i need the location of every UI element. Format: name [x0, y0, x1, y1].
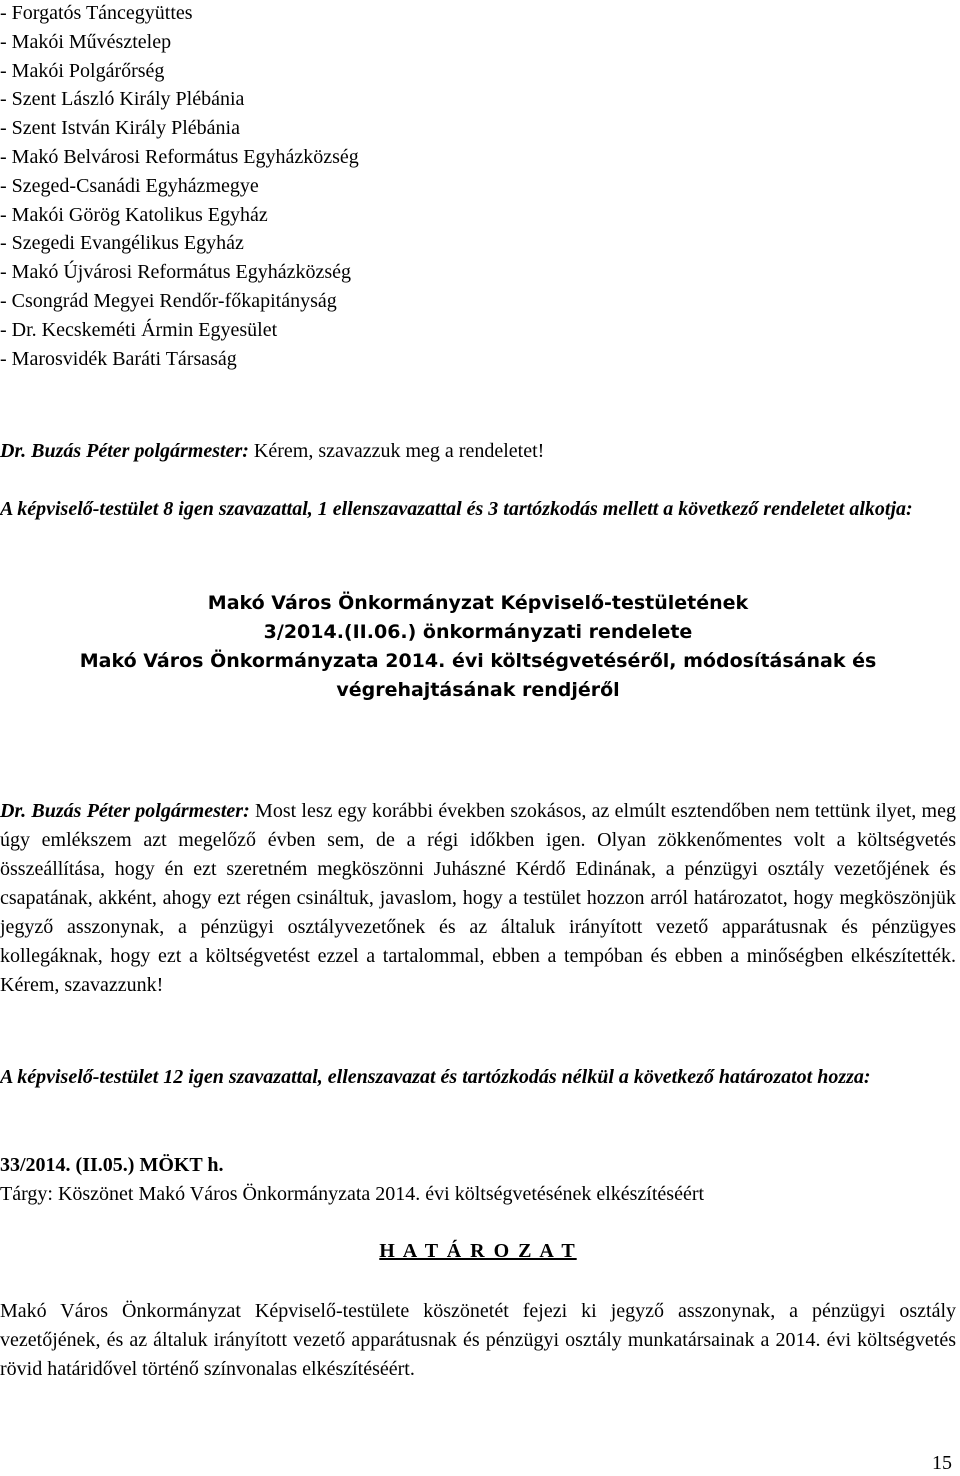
speaker-label: Dr. Buzás Péter polgármester:: [0, 800, 250, 822]
council-decision-2: A képviselő-testület 12 igen szavazattal, ellenszavazat és tartózkodás nélkül a következő határozatot hozza:: [0, 1066, 871, 1088]
decree-title-line: végrehajtásának rendjéről: [336, 679, 620, 701]
list-item: - Marosvidék Baráti Társaság: [0, 347, 237, 370]
decree-title-line: Makó Város Önkormányzat Képviselő-testületének: [207, 592, 749, 614]
decree-title: [0, 589, 956, 705]
resolution-number: 33/2014. (II.05.) MÖKT h.: [0, 1154, 224, 1176]
mayor-vote-request: [0, 437, 956, 466]
list-item: - Makói Polgárőrség: [0, 59, 165, 82]
list-item: - Csongrád Megyei Rendőr-főkapitányság: [0, 289, 337, 312]
list-item: - Dr. Kecskeméti Ármin Egyesület: [0, 318, 278, 341]
resolution-text: Makó Város Önkormányzat Képviselő-testülete köszönetét fejezi ki jegyző asszonynak, a pénzügyi osztály vezetőjének, és az általuk irányított vezető apparátusnak és pénzügyi osztály munkatársainak a 2014. évi költségvetés rövid határidővel történő színvonalas elkészítéséért.: [0, 1300, 956, 1380]
resolution-heading: H A T Á R O Z A T: [379, 1240, 577, 1262]
list-item: - Forgatós Táncegyüttes: [0, 2, 193, 24]
list-item: - Makói Művésztelep: [0, 30, 172, 53]
mayor-speech: [0, 797, 956, 1000]
speech-text: Kérem, szavazzuk meg a rendeletet!: [253, 440, 545, 462]
decree-title-line: Makó Város Önkormányzata 2014. évi költségvetéséről, módosításának és: [79, 650, 877, 672]
list-item: - Szeged-Csanádi Egyházmegye: [0, 174, 259, 197]
list-item: - Szent István Király Plébánia: [0, 117, 240, 140]
page-number: 15: [932, 1452, 952, 1474]
list-item: - Makó Belvárosi Református Egyházközség: [0, 145, 359, 168]
speaker-label: Dr. Buzás Péter polgármester:: [0, 440, 249, 462]
resolution-subject: Tárgy: Köszönet Makó Város Önkormányzata 2014. évi költségvetésének elkészítéséért: [0, 1183, 705, 1205]
council-decision-1: A képviselő-testület 8 igen szavazattal, 1 ellenszavazattal és 3 tartózkodás mellett a következő rendeletet alkotja:: [0, 498, 913, 520]
list-item: - Szegedi Evangélikus Egyház: [0, 232, 244, 255]
list-item: - Makói Görög Katolikus Egyház: [0, 203, 268, 226]
list-item: - Szent László Király Plébánia: [0, 88, 245, 111]
decree-title-line: 3/2014.(II.06.) önkormányzati rendelete: [263, 621, 693, 643]
organization-list: [0, 0, 359, 373]
list-item: - Makó Újvárosi Református Egyházközség: [0, 261, 352, 284]
speech-text: Most lesz egy korábbi években szokásos, az elmúlt esztendőben nem tettünk ilyet, meg úgy emlékszem azt megelőző évben sem, de a régi időkben igen. Olyan zökkenőmentes volt a költségvetés összeállítása, hogy én ezt szeretném megköszönni Juhászné Kérdő Edinának, a pénzügyi osztály vezetőjének és csapatának, akként, ahogy ezt régen csináltuk, javaslom, hogy a testület hozzon arról határozatot, hogy megköszönjük jegyző asszonynak, a pénzügyi osztályvezetőnek és az általuk irányított vezető apparátusnak és pénzügyes kollegáknak, hogy ezt a költségvetést ezzel a tartalommal, ebben a tempóban és ebben a minőségben elkészítették. Kérem, szavazzunk!: [0, 800, 956, 996]
